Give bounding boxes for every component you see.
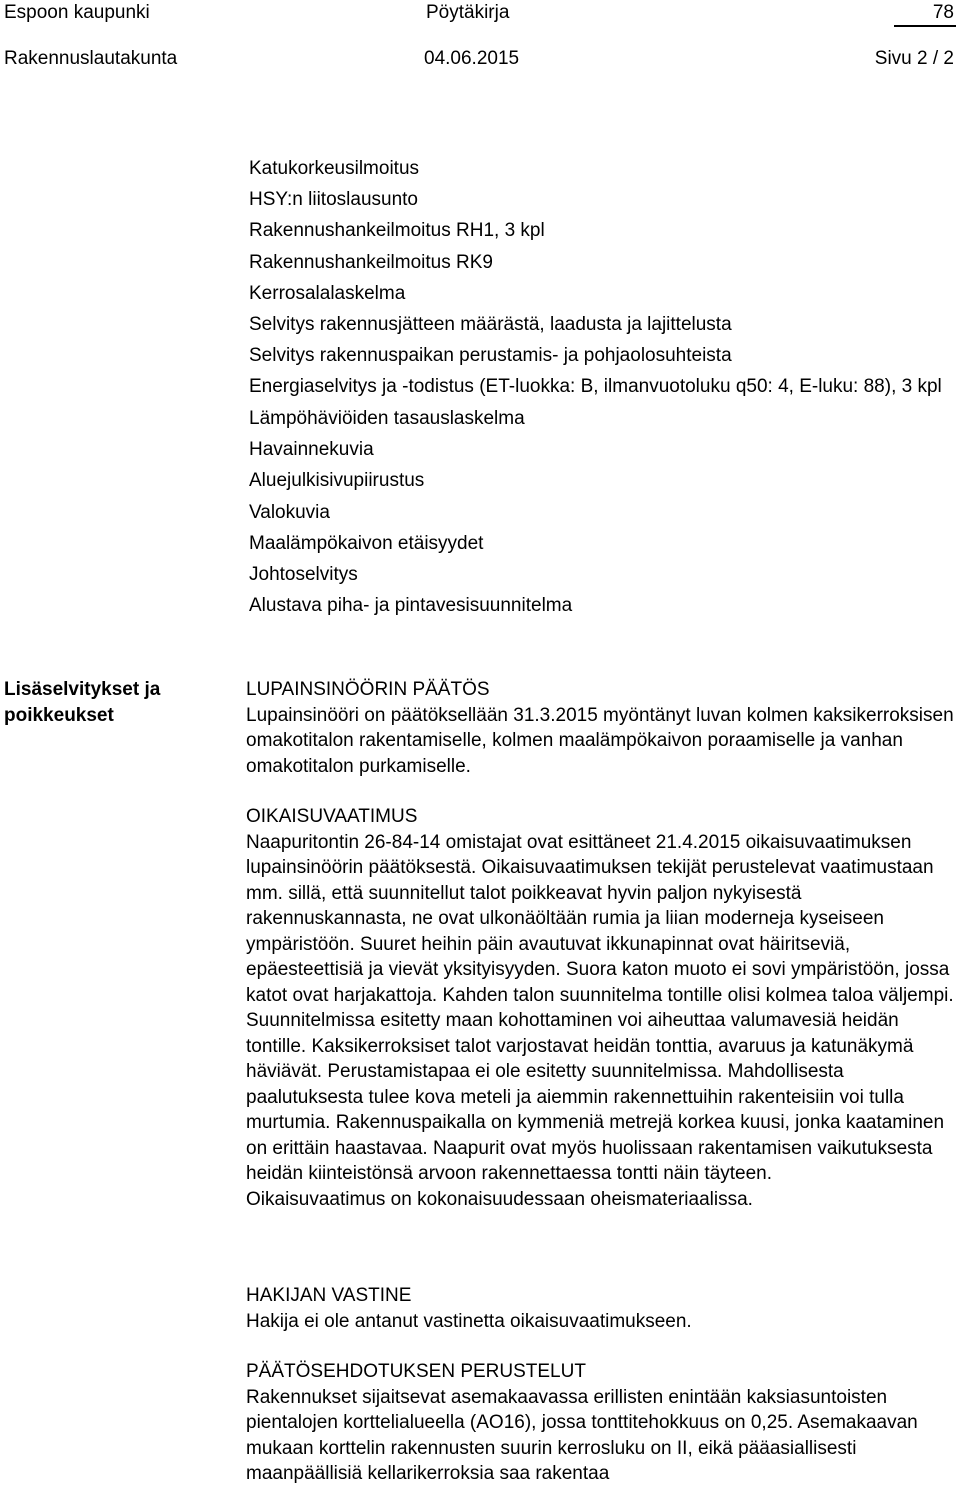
section-body: Naapuritontin 26-84-14 omistajat ovat esittäneet 21.4.2015 oikaisuvaatimuksen lupainsinöörin päätöksestä. Oikaisuvaatimuksen tekijät perustelevat vaatimustaan mm. sillä, että suunnitellut talot poikkeavat hyvin paljon nykyisestä rakennuskannasta, ne ovat ulkonäöltään rumia ja liian moderneja kyseiseen ympäristöön. Suuret heihin päin avautuvat ikkunapinnat ovat häiritseviä, epäesteettisiä ja vievät yksityisyyden. Suora katon muoto ei sovi ympäristöön, jossa katot ovat harjakattoja. Kahden talon suunnitelma tontille olisi kolmea taloa väljempi. Suunnitelmissa esitetty maan kohottaminen voi aiheuttaa valumavesiä heidän tontille. Kaksikerroksiset talot varjostavat heidän tonttia, avaruus ja katunäkymä häviävät. Perustamistapaa ei ole esitetty suunnitelmissa. Mahdollisesta paalutuksesta tulee kova meteli ja aiemmin rakennettuihin rakenteisiin voi tulla murtumia. Rakennuspaikalla on kymmeniä metrejä korkea kuusi, jonka kaataminen on erittäin haastavaa. Naapurit ovat myös huolissaan rakentamisen vaikutuksesta heidän kiinteistönsä arvoon rakennettaessa tontti näin täyteen. bbox=[246, 831, 954, 1184]
list-item: Selvitys rakennuspaikan perustamis- ja pohjaolosuhteista bbox=[249, 345, 732, 367]
list-item: Katukorkeusilmoitus bbox=[249, 158, 420, 179]
header-committee: Rakennuslautakunta bbox=[4, 48, 178, 69]
header-city: Espoon kaupunki bbox=[4, 2, 150, 23]
list-item: HSY:n liitoslausunto bbox=[249, 189, 418, 211]
list-item: Lämpöhäviöiden tasauslaskelma bbox=[249, 407, 525, 429]
list-item: Maalämpökaivon etäisyydet bbox=[249, 532, 484, 554]
list-item: Kerrosalalaskelma bbox=[249, 282, 406, 304]
section-body: Hakija ei ole antanut vastinetta oikaisuvaatimukseen. bbox=[246, 1310, 692, 1332]
attachment-list bbox=[249, 153, 954, 621]
section-heading: HAKIJAN VASTINE bbox=[246, 1285, 412, 1306]
section-heading: LUPAINSINÖÖRIN PÄÄTÖS bbox=[246, 679, 490, 700]
list-item: Rakennushankeilmoitus RH1, 3 kpl bbox=[249, 220, 545, 242]
header-doc-type: Pöytäkirja bbox=[426, 2, 510, 23]
list-item: Valokuvia bbox=[249, 501, 330, 523]
header-number: 78 bbox=[932, 2, 954, 23]
section-grounds bbox=[246, 1359, 958, 1487]
list-item: Alustava piha- ja pintavesisuunnitelma bbox=[249, 595, 573, 617]
header-page: Sivu 2 / 2 bbox=[874, 48, 954, 69]
list-item: Johtoselvitys bbox=[249, 563, 358, 585]
list-item: Havainnekuvia bbox=[249, 439, 374, 461]
list-item: Selvitys rakennusjätteen määrästä, laadusta ja lajittelusta bbox=[249, 314, 732, 336]
section-heading: PÄÄTÖSEHDOTUKSEN PERUSTELUT bbox=[246, 1361, 586, 1382]
section-heading: OIKAISUVAATIMUS bbox=[246, 806, 418, 827]
section-appeal bbox=[246, 804, 958, 1212]
section-body: Lupainsinööri on päätöksellään 31.3.2015 myöntänyt luvan kolmen kaksikerroksisen omakotitalon rakentamiselle, kolmen maalämpökaivon poraamiselle ja vanhan omakotitalon purkamiselle. bbox=[246, 704, 954, 777]
header-rule bbox=[894, 25, 956, 27]
section-body-conclusion: Oikaisuvaatimus on kokonaisuudessaan oheismateriaalissa. bbox=[246, 1188, 753, 1210]
side-heading: Lisäselvitykset ja poikkeukset bbox=[4, 679, 161, 726]
list-item: Energiaselvitys ja -todistus (ET-luokka: B, ilmanvuotoluku q50: 4, E-luku: 88), 3 kpl bbox=[249, 376, 942, 398]
section-response bbox=[246, 1283, 958, 1334]
header-date: 04.06.2015 bbox=[424, 48, 520, 69]
section-decision bbox=[246, 677, 958, 779]
list-item: Aluejulkisivupiirustus bbox=[249, 470, 425, 492]
list-item: Rakennushankeilmoitus RK9 bbox=[249, 251, 493, 273]
section-body: Rakennukset sijaitsevat asemakaavassa erillisten enintään kaksiasuntoisten pientalojen korttelialueella (AO16), jossa tonttitehokkuus on 0,25. Asemakaavan mukaan korttelin rakennusten suurin kerrosluku on II, eikä pääasiallisesti maanpäällisiä kellarikerroksia saa rakentaa bbox=[246, 1386, 918, 1484]
